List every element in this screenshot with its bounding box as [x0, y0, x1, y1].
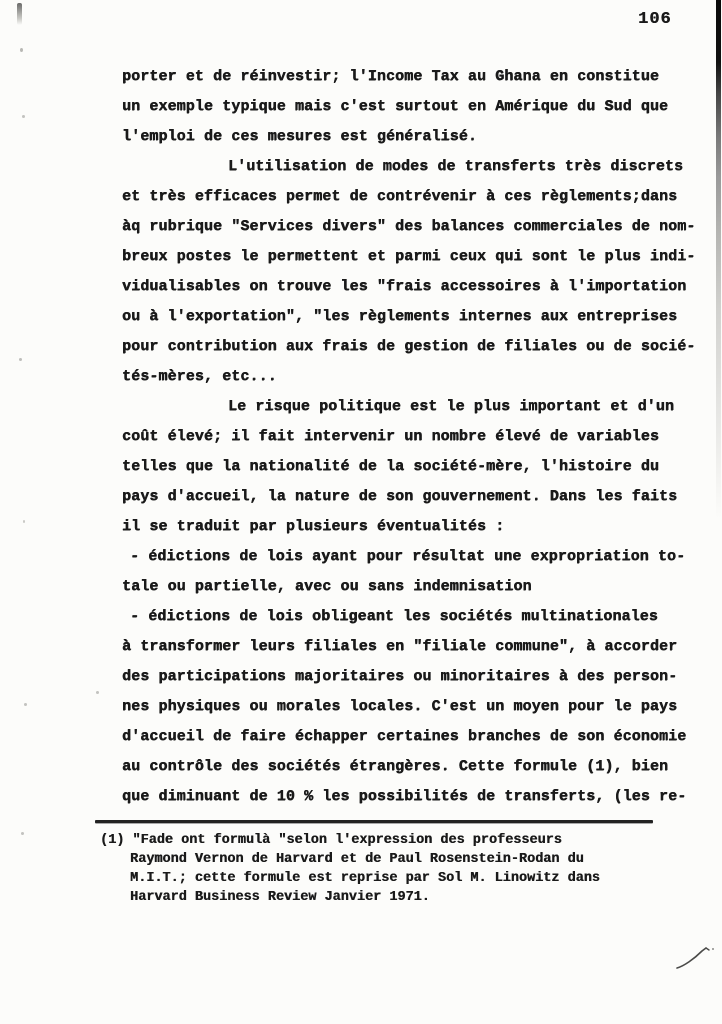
body-text-block: [122, 62, 696, 812]
footnote-separator-rule: [95, 820, 653, 823]
scan-smudge: [17, 3, 22, 25]
text-line: pour contribution aux frais de gestion de filiales ou de socié-: [122, 338, 696, 355]
scan-speckle: [22, 115, 25, 118]
text-line: pays d'accueil, la nature de son gouvernement. Dans les faits: [122, 488, 678, 505]
scan-speckle: [96, 691, 99, 694]
text-line: telles que la nationalité de la société-mère, l'histoire du: [122, 458, 659, 475]
text-line: L'utilisation de modes de transferts très discrets: [228, 158, 684, 175]
footnote-line: Raymond Vernon de Harvard et de Paul Rosenstein-Rodan du: [130, 852, 584, 867]
scan-speckle: [19, 358, 22, 361]
pen-stroke-mark: [672, 944, 718, 974]
text-line: d'accueil de faire échapper certaines branches de son économie: [122, 728, 687, 745]
footnote-block: [100, 831, 660, 907]
text-line: que diminuant de 10 % les possibilités de transferts, (les re-: [122, 788, 687, 805]
footnote-line: (1) "Fade ont formulà "selon l'expression des professeurs: [100, 833, 562, 848]
scan-speckle: [21, 832, 24, 835]
text-line: coût élevé; il fait intervenir un nombre élevé de variables: [122, 428, 659, 445]
footnote-line: Harvard Business Review Janvier 1971.: [130, 890, 430, 905]
text-line: et très efficaces permet de contrévenir à ces règlements;dans: [122, 188, 678, 205]
scan-speckle: [20, 48, 23, 52]
text-line: l'emploi de ces mesures est généralisé.: [122, 128, 477, 145]
text-line: àq rubrique "Services divers" des balances commerciales de nom-: [122, 218, 696, 235]
text-line: au contrôle des sociétés étrangères. Cette formule (1), bien: [122, 758, 669, 775]
text-line: ou à l'exportation", "les règlements internes aux entreprises: [122, 308, 678, 325]
scan-speckle: [24, 703, 27, 706]
text-line: des participations majoritaires ou minoritaires à des person-: [122, 668, 678, 685]
page-number: 106: [638, 10, 672, 29]
footnote-line: M.I.T.; cette formule est reprise par Sol M. Linowitz dans: [130, 871, 600, 886]
text-line: vidualisables on trouve les "frais accessoires à l'importation: [122, 278, 687, 295]
text-line: - édictions de lois obligeant les sociétés multinationales: [130, 608, 658, 625]
scan-edge-artifact: [716, 0, 721, 520]
text-line: tale ou partielle, avec ou sans indemnisation: [122, 578, 532, 595]
text-line: il se traduit par plusieurs éventualités :: [122, 518, 505, 535]
text-line: un exemple typique mais c'est surtout en Amérique du Sud que: [122, 98, 669, 115]
text-line: breux postes le permettent et parmi ceux qui sont le plus indi-: [122, 248, 696, 265]
text-line: à transformer leurs filiales en "filiale commune", à accorder: [122, 638, 678, 655]
text-line: Le risque politique est le plus important et d'un: [228, 398, 674, 415]
text-line: nes physiques ou morales locales. C'est un moyen pour le pays: [122, 698, 678, 715]
text-line: porter et de réinvestir; l'Income Tax au Ghana en constitue: [122, 68, 659, 85]
text-line: - édictions de lois ayant pour résultat une expropriation to-: [130, 548, 686, 565]
text-line: tés-mères, etc...: [122, 368, 277, 385]
scan-speckle: [23, 520, 25, 523]
